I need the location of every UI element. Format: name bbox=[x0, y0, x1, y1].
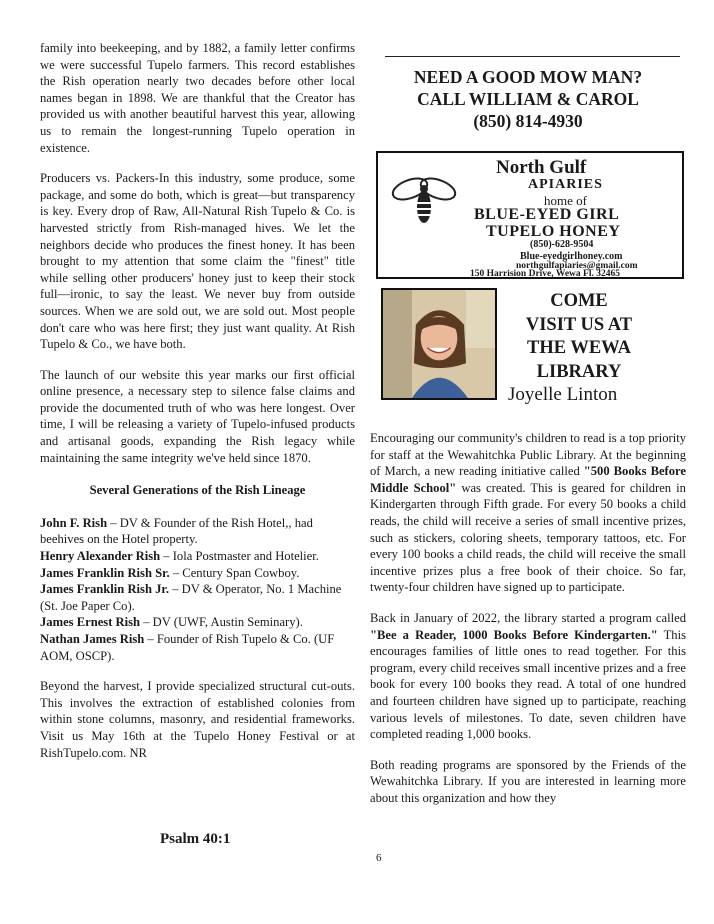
ad-line: TUPELO HONEY bbox=[486, 223, 621, 240]
lineage-item: James Franklin Rish Jr. – DV & Operator, No. 1 Machine (St. Joe Paper Co). bbox=[40, 582, 342, 613]
article-paragraph: The launch of our website this year marks our first official online presence, a necessary step to silence false claims and provide the documented truth of who was here longest. Over time, I will be releasing a variety of Tupelo-infused products and artisanal goods, expanding the Rish legacy while maintaining the same integrity we've held since 1870. bbox=[40, 367, 355, 465]
lineage-item: James Franklin Rish Sr. – Century Span Cowboy. bbox=[40, 565, 300, 580]
ad-line: North Gulf bbox=[496, 157, 587, 178]
mow-ad-line: NEED A GOOD MOW MAN? bbox=[413, 67, 643, 87]
bee-icon bbox=[388, 171, 460, 231]
mow-ad-line: CALL WILLIAM & CAROL bbox=[417, 89, 639, 109]
lineage-list bbox=[40, 515, 355, 664]
ad-line: home of bbox=[544, 193, 587, 208]
article-paragraph: Both reading programs are sponsored by the Friends of the Wewahitchka Library. If you are interested in learning more about this organization and how they bbox=[370, 757, 686, 805]
librarian-photo bbox=[381, 288, 497, 400]
lineage-item: John F. Rish – DV & Founder of the Rish Hotel,, had beehives on the Hotel property. bbox=[40, 515, 313, 547]
mow-man-ad bbox=[370, 66, 686, 132]
ad-website: Blue-eyedgirlhoney.com bbox=[520, 251, 623, 262]
mow-ad-phone: (850) 814-4930 bbox=[473, 111, 583, 131]
article-paragraph: Producers vs. Packers-In this industry, some produce, some package, and some do both, which is great—but transparency is key. Every drop of Raw, All-Natural Rish Tupelo & Co. is harvested strictly from Rish-managed hives. We let the neighbors decide who produces the finest honey. It has been brought to my attention that some claim the "finest" title while selling other producers' honey just to keep their stock full—ironic, to say the least. We never buy from outside sources. When we are sold out, we are sold out. Most people don't care who was here first; they just want quality. At Rish Tupelo & Co., we have both. bbox=[40, 171, 355, 352]
article-paragraph: Encouraging our community's children to read is a top priority for staff at the Wewahitchka Public Library. At the beginning of March, a new reading initiative called "500 Books Before Middle School" was created. This is geared for children in Kindergarten through Fifth grade. For every 50 books a child reads, the child will receive a series of small incentive prizes, such as stickers, coloring sheets, temporary tattoos, etc. For every 100 books a child reads, the child will receive the small incentive prizes plus a free book of their choice. So far, twenty-four children have signed up to participate. bbox=[370, 431, 687, 595]
lineage-item: James Ernest Rish – DV (UWF, Austin Seminary). bbox=[40, 615, 303, 630]
visit-line: LIBRARY bbox=[536, 361, 622, 382]
left-column bbox=[40, 40, 355, 775]
lineage-item: Henry Alexander Rish – Iola Postmaster and Hotelier. bbox=[40, 549, 319, 564]
lineage-item: Nathan James Rish – Founder of Rish Tupelo & Co. (UF AOM, OSCP). bbox=[40, 632, 335, 663]
psalm-reference: Psalm 40:1 bbox=[160, 831, 231, 847]
article-paragraph: family into beekeeping, and by 1882, a family letter confirms we were successful Tupelo farmers. This record establishes the Rish operation nearly two decades before other local names began in 1898. We are thankful that the Creator has provided us with another beautiful harvest this year, allowing us to remain the longest-running Tupelo operation in existence. bbox=[40, 41, 355, 155]
author-name: Joyelle Linton bbox=[508, 384, 618, 405]
visit-line: THE WEWA bbox=[526, 338, 631, 358]
ad-phone: (850)-628-9504 bbox=[530, 239, 594, 250]
ad-email: northgulfapiaries@gmail.com bbox=[516, 261, 638, 271]
article-paragraph: Beyond the harvest, I provide specialized structural cut-outs. This involves the extraction of established colonies from within stone columns, masonry, and residential frameworks. Visit us May 16th at the Tupelo Honey Festival or at RishTupelo.com. NR bbox=[40, 679, 355, 760]
visit-line: VISIT US AT bbox=[525, 314, 633, 335]
portrait-image bbox=[383, 290, 495, 398]
library-article bbox=[370, 430, 686, 806]
visit-library-heading bbox=[504, 290, 654, 384]
ad-line: BLUE-EYED GIRL bbox=[474, 206, 620, 223]
article-paragraph: Back in January of 2022, the library started a program called "Bee a Reader, 1000 Books Before Kindergarten." This encourages families of little ones to read together. For this program, every child receives small incentive prizes and a free book for every 100 books they read. A total of one hundred and fourteen children have signed up to participate, reaching various levels of milestones. To date, seven children have completed reading 1,000 books. bbox=[370, 610, 686, 742]
divider-rule bbox=[385, 56, 680, 57]
ad-line: APIARIES bbox=[528, 177, 603, 192]
visit-line: COME bbox=[550, 291, 608, 311]
lineage-heading: Several Generations of the Rish Lineage bbox=[89, 483, 306, 498]
ad-address: 150 Harrision Drive, Wewa Fl. 32465 bbox=[470, 269, 620, 279]
north-gulf-apiaries-ad bbox=[376, 151, 684, 279]
page-number: 6 bbox=[376, 852, 382, 864]
